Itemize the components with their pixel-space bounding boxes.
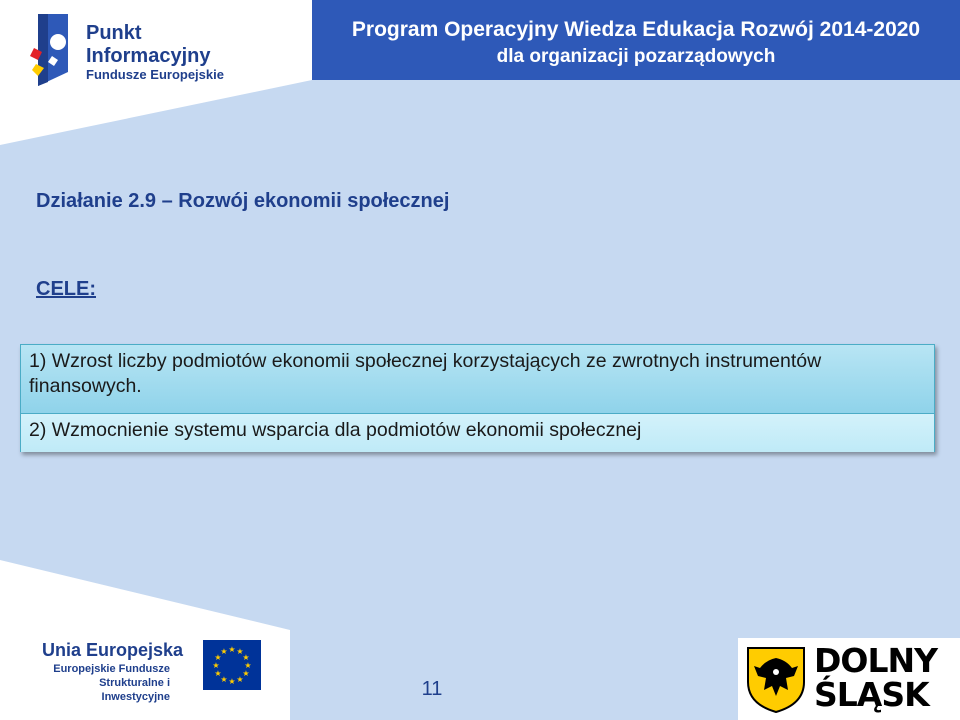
eu-title: Unia Europejska — [42, 640, 184, 660]
punkt-informacyjny-logo — [28, 12, 288, 92]
svg-text:★: ★ — [228, 677, 236, 686]
program-title: Program Operacyjny Wiedza Edukacja Rozwój 2014-2020 — [351, 18, 921, 41]
svg-text:★: ★ — [244, 661, 252, 670]
region-name-line-2: ŚLĄSK — [814, 675, 929, 714]
logo-line-2: Informacyjny — [86, 45, 211, 67]
dolny-slask-logo — [738, 638, 960, 720]
goal-item-1: 1) Wzrost liczby podmiotów ekonomii społecznej korzystających ze zwrotnych instrumentów finansowych. — [21, 345, 934, 414]
svg-text:★: ★ — [220, 675, 228, 684]
eu-funds-logo — [28, 640, 268, 703]
goals-box — [20, 344, 935, 452]
svg-text:★: ★ — [214, 669, 222, 678]
svg-text:★: ★ — [236, 675, 244, 684]
page-number: 11 — [421, 678, 443, 700]
logo-line-3: Fundusze Europejskie — [86, 67, 224, 82]
svg-text:★: ★ — [242, 653, 250, 662]
logo-line-1: Punkt — [86, 22, 142, 44]
svg-text:★: ★ — [236, 647, 244, 656]
eu-flag-icon — [203, 640, 261, 690]
svg-text:★: ★ — [212, 661, 220, 670]
svg-text:★: ★ — [214, 653, 222, 662]
region-name-line-1: DOLNY — [814, 641, 937, 680]
program-subtitle: dla organizacji pozarządowych — [496, 46, 776, 67]
eu-subtitle-line-1: Europejskie Fundusze — [53, 663, 170, 675]
eu-subtitle — [28, 662, 170, 704]
svg-text:★: ★ — [220, 647, 228, 656]
punkt-logo-icon — [28, 12, 84, 88]
region-name — [814, 641, 937, 714]
goals-label: CELE: — [36, 278, 96, 300]
eu-subtitle-line-2: Strukturalne i Inwestycyjne — [99, 677, 170, 703]
svg-text:★: ★ — [242, 669, 250, 678]
program-header-bar — [312, 0, 960, 80]
action-title: Działanie 2.9 – Rozwój ekonomii społecznej — [36, 190, 450, 212]
coat-of-arms-icon — [746, 646, 806, 714]
svg-text:★: ★ — [228, 645, 236, 654]
goal-item-2: 2) Wzmocnienie systemu wsparcia dla podmiotów ekonomii społecznej — [21, 414, 934, 452]
